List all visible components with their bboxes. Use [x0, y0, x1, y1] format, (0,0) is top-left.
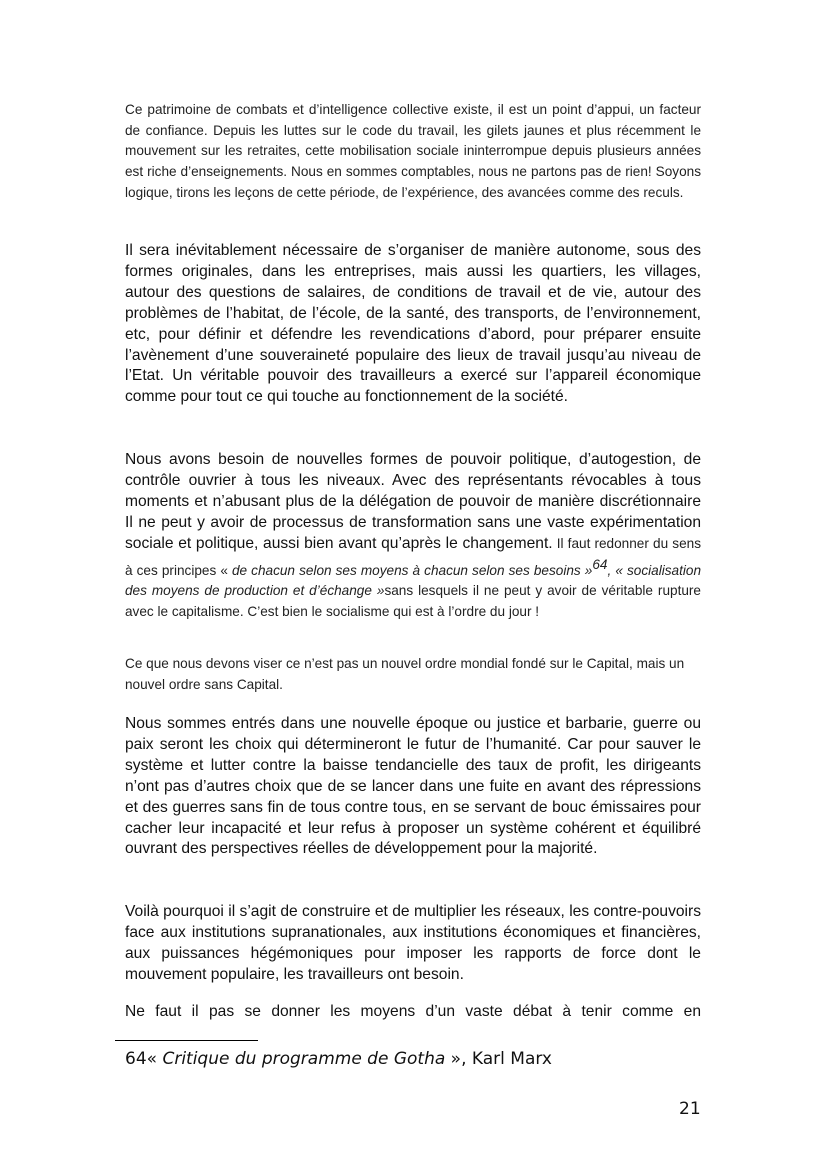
quote-from-each-according: de chacun selon ses moyens à chacun selon ses besoins » — [231, 562, 593, 578]
paragraph-autonomous-organization: Il sera inévitablement nécessaire de s’organiser de manière autonome, sous des formes originales, dans les entreprises, mais aussi les quartiers, les villages, autour des questions de salaires, de conditions de travail et de vie, autour des problèmes de l’habitat, de l’école, de la santé, des transports, de l’environnement, etc, pour définir et défendre les revendications d’abord, pour préparer ensuite l’avènement d’une souveraineté populaire des lieux de travail jusqu’au niveau de l’Etat. Un véritable pouvoir des travailleurs a exercé sur l’appareil économique comme pour tout ce qui touche au fonctionnement de la société. — [125, 242, 701, 406]
paragraph-principles-lead: Il faut redonner du sens à ces principes « — [125, 535, 701, 578]
quote-socialisation-means-production: « socialisation des moyens de production et d’échange » — [125, 562, 702, 599]
footnote-open-quote: « — [146, 1049, 163, 1069]
footnote-separator-line — [115, 1040, 258, 1041]
footnote-author: », Karl Marx — [445, 1049, 552, 1069]
paragraph-counter-powers: Voilà pourquoi il s’agit de construire et de multiplier les réseaux, les contre-pouvoirs face aux institutions supranationales, aux institutions économiques et financières, aux puissances hégémoniques pour imposer les rapports de force dont le mouvement populaire, les travailleurs ont besoin. — [125, 903, 701, 983]
paragraph-vast-debate: Ne faut il pas se donner les moyens d’un vaste débat à tenir comme en — [125, 1003, 701, 1020]
quote-separator: , — [607, 562, 616, 578]
footnote-64 — [125, 1047, 552, 1071]
paragraph-new-era: Nous sommes entrés dans une nouvelle époque ou justice et barbarie, guerre ou paix seront les choix qui détermineront le futur de l’humanité. Car pour sauver le système et lutter contre la baisse tendancielle des taux de profit, les dirigeants n’ont pas d’autres choix que de se lancer dans une fuite en avant des répressions et des guerres sans fin de tous contre tous, en se servant de bouc émissaires pour cacher leur incapacité et leur refus à proposer un système cohérent et équilibré ouvrant des perspectives réelles de développement pour la majorité. — [125, 715, 701, 858]
footnote-reference-marker: 64 — [592, 556, 608, 572]
footnote-number: 64 — [125, 1049, 147, 1069]
paragraph-collective-intelligence: Ce patrimoine de combats et d’intelligence collective existe, il est un point d’appui, un facteur de confiance. Depuis les luttes sur le code du travail, les gilets jaunes et plus récemment le mouvement sur les retraites, cette mobilisation sociale ininterrompue depuis plusieurs années est riche d’enseignements. Nous en sommes comptables, nous ne partons pas de rien! Soyons logique, tirons les leçons de cette période, de l’expérience, des avancées comme des reculs. — [125, 102, 701, 200]
paragraph-new-forms-of-power — [125, 450, 701, 623]
paragraph-new-order-without-capital: Ce que nous devons viser ce n’est pas un nouvel ordre mondial fondé sur le Capital, mais un nouvel ordre sans Capital. — [125, 656, 685, 692]
paragraph-socialism-tail: sans lesquels il ne peut y avoir de véritable rupture avec le capitalisme. C’est bien le socialisme qui est à l’ordre du jour ! — [125, 583, 701, 620]
footnote-title: Critique du programme de Gotha — [162, 1049, 446, 1069]
page-number: 21 — [679, 1099, 701, 1119]
paragraph-power-main-text: Nous avons besoin de nouvelles formes de pouvoir politique, d’autogestion, de contrôle ouvrier à tous les niveaux. Avec des représentants révocables à tous moments et n’abusant plus de la délégation de pouvoir de manière discrétionnaire Il ne peut y avoir de processus de transformation sans une vaste expérimentation sociale et politique, aussi bien avant qu’après le changement. — [125, 451, 701, 552]
